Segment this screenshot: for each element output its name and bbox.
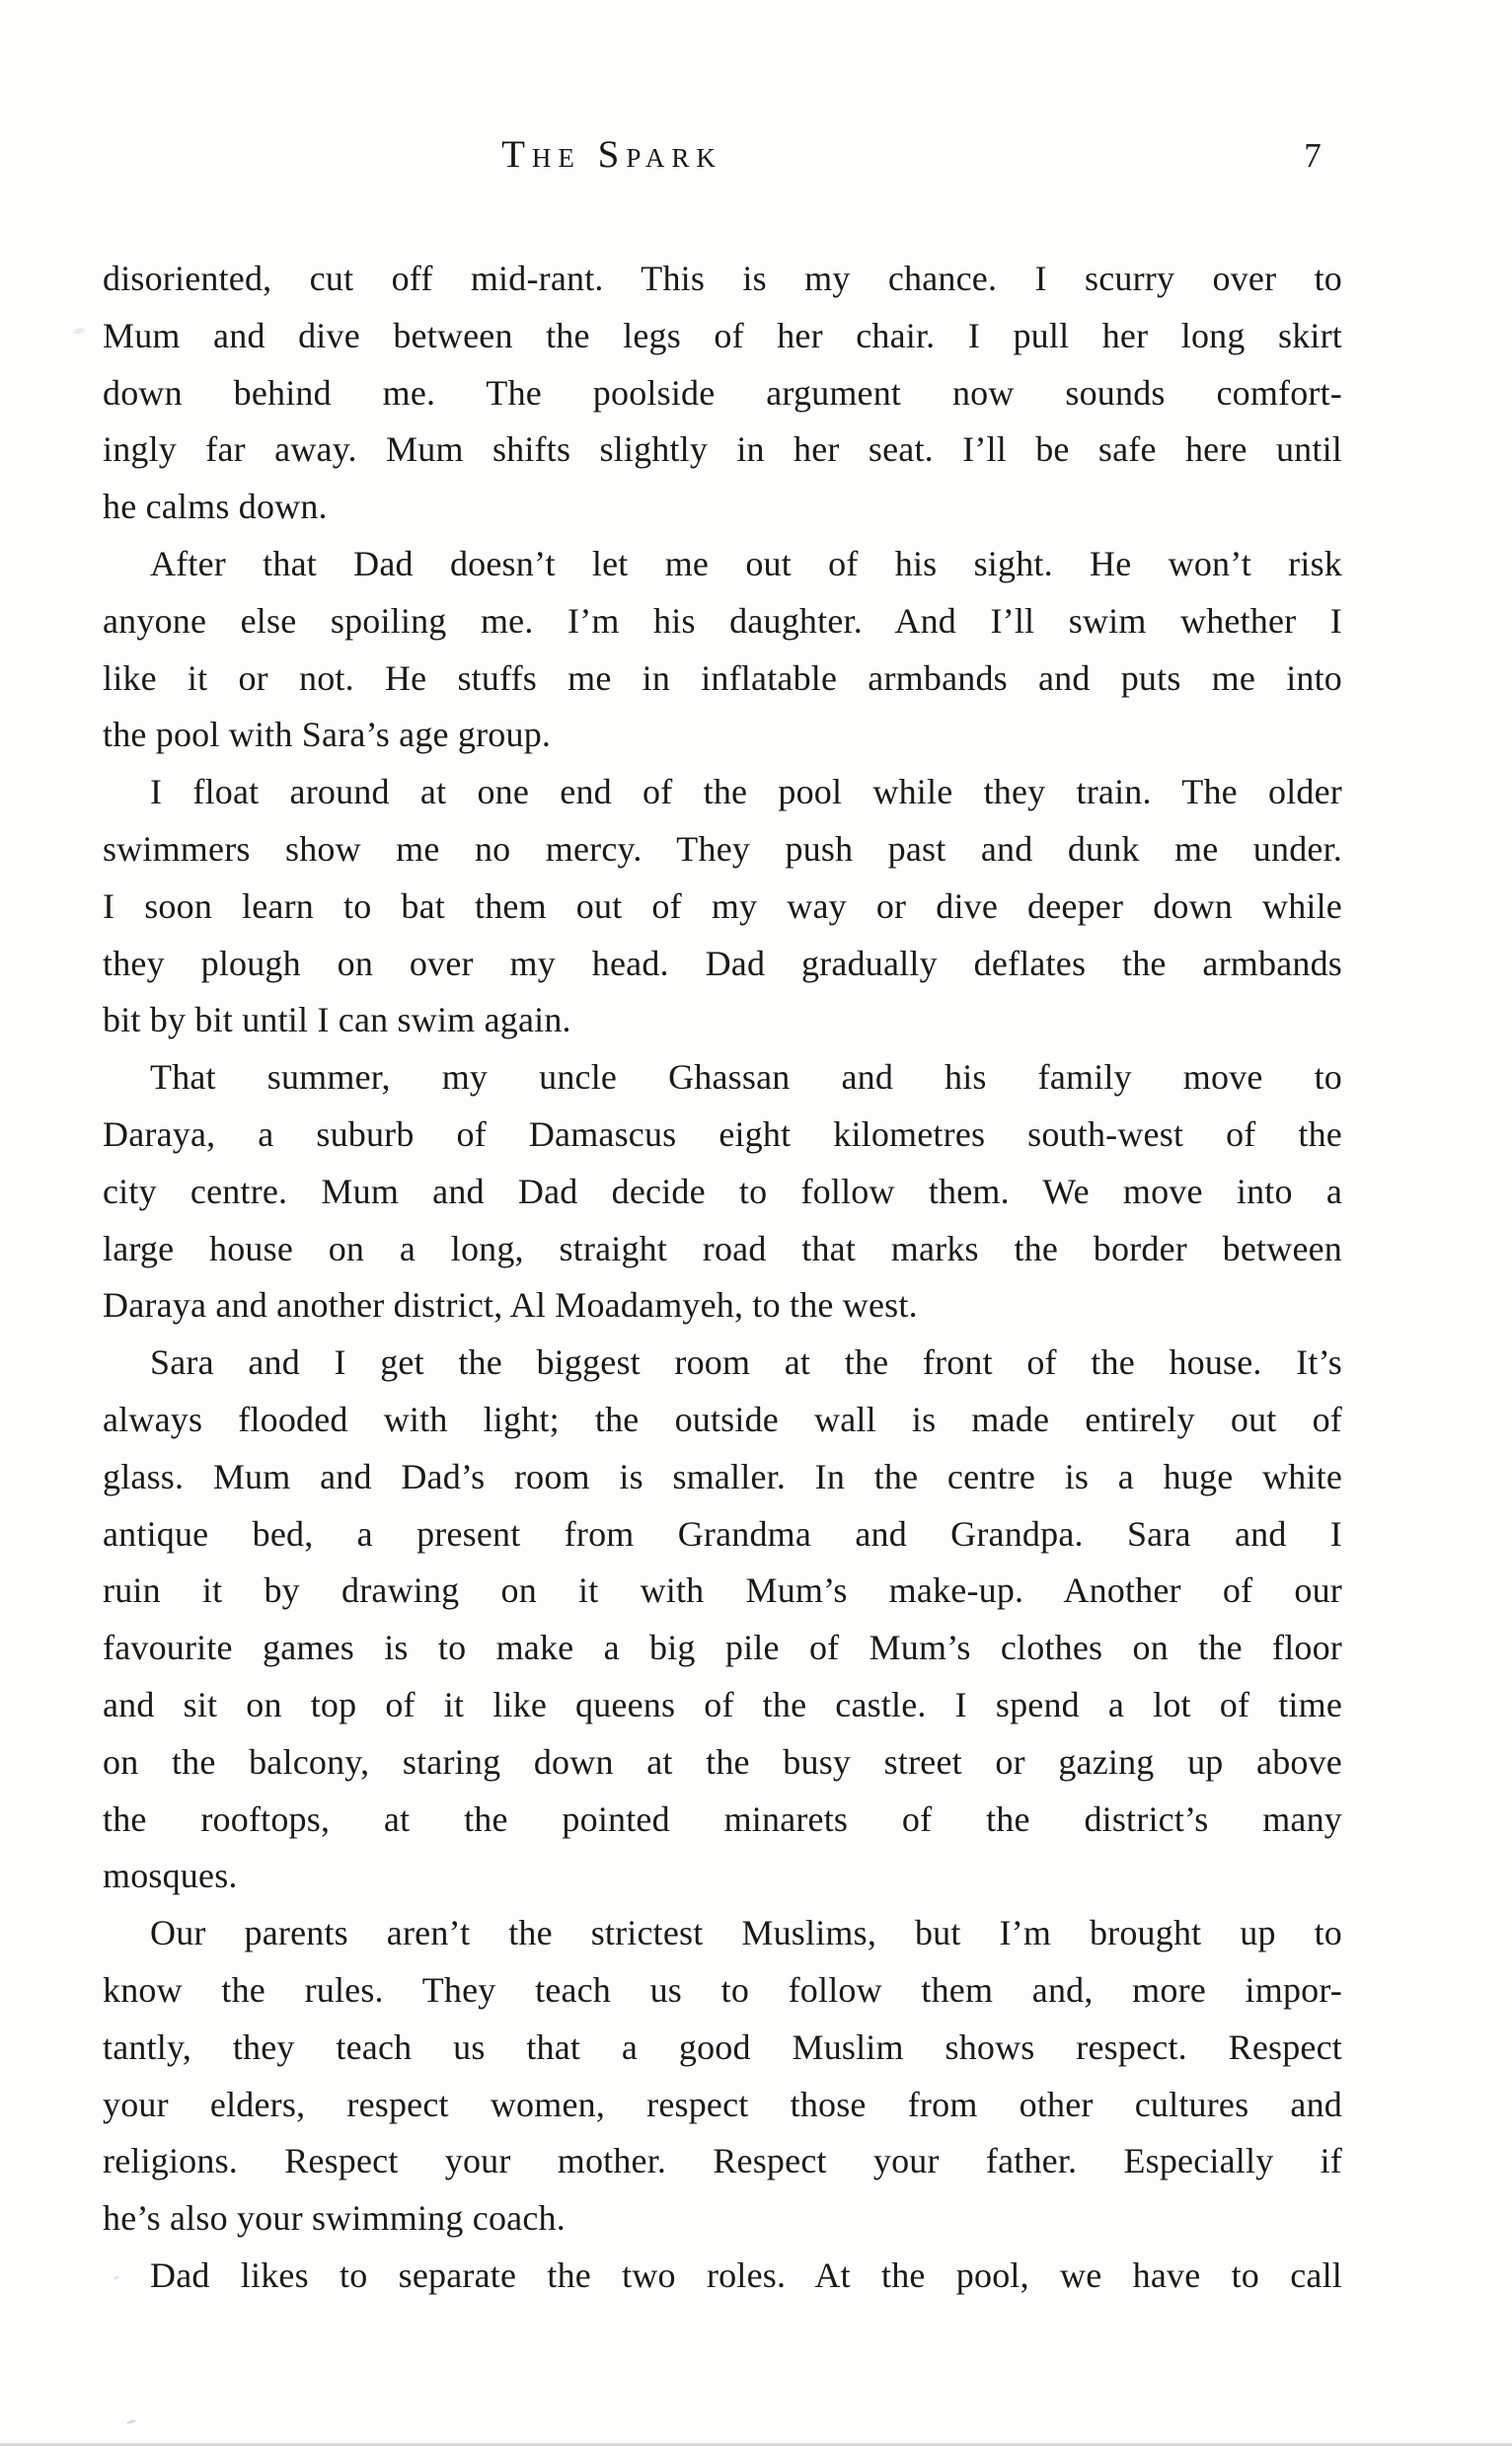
text-line: your elders, respect women, respect those from other cultures and xyxy=(103,2084,1342,2124)
text-line: antique bed, a present from Grandma and Grandpa. Sara and I xyxy=(103,1513,1342,1554)
text-line: disoriented, cut off mid-rant. This is my chance. I scurry over to xyxy=(103,259,1342,298)
text-line: tantly, they teach us that a good Muslim shows respect. Respect xyxy=(103,2026,1342,2067)
text-line: Our parents aren’t the strictest Muslims, but I’m brought up to xyxy=(150,1913,1342,1953)
text-line: religions. Respect your mother. Respect your father. Especially if xyxy=(103,2141,1342,2181)
text-line: ingly far away. Mum shifts slightly in her seat. I’ll be safe here until xyxy=(103,429,1342,470)
text-line: city centre. Mum and Dad decide to follow them. We move into a xyxy=(103,1171,1342,1211)
text-line: he’s also your swimming coach. xyxy=(103,2198,566,2239)
text-line: the pool with Sara’s age group. xyxy=(103,715,552,755)
text-line: know the rules. They teach us to follow them and, more impor- xyxy=(103,1969,1342,2010)
text-line: Daraya, a suburb of Damascus eight kilometres south-west of the xyxy=(103,1113,1342,1154)
scan-speck xyxy=(73,328,86,335)
scan-speck xyxy=(126,2419,136,2425)
text-line: ruin it by drawing on it with Mum’s make-up. Another of our xyxy=(103,1570,1342,1611)
text-line: mosques. xyxy=(103,1856,238,1896)
text-line: like it or not. He stuffs me in inflatable armbands and puts me into xyxy=(103,657,1342,698)
text-line: he calms down. xyxy=(103,487,328,527)
text-line: That summer, my uncle Ghassan and his family move to xyxy=(150,1057,1342,1098)
text-line: the rooftops, at the pointed minarets of the district’s many xyxy=(103,1798,1342,1839)
text-line: on the balcony, staring down at the busy street or gazing up above xyxy=(103,1741,1342,1782)
text-line: bit by bit until I can swim again. xyxy=(103,1000,571,1040)
text-line: I soon learn to bat them out of my way or dive deeper down while xyxy=(103,885,1342,926)
text-line: and sit on top of it like queens of the castle. I spend a lot of time xyxy=(103,1684,1342,1724)
text-line: down behind me. The poolside argument now sounds comfort- xyxy=(103,372,1342,413)
chapter-title: The Spark xyxy=(501,133,722,176)
text-line: Dad likes to separate the two roles. At the pool, we have to call xyxy=(150,2255,1342,2295)
running-head xyxy=(0,132,1224,177)
text-line: After that Dad doesn’t let me out of his sight. He won’t risk xyxy=(150,543,1342,583)
page-number: 7 xyxy=(1304,136,1322,175)
text-block xyxy=(103,251,1342,2305)
text-line: swimmers show me no mercy. They push past and dunk me under. xyxy=(103,828,1342,869)
text-line: Daraya and another district, Al Moadamyeh, to the west. xyxy=(103,1285,918,1326)
text-line: they plough on over my head. Dad gradually deflates the armbands xyxy=(103,943,1342,983)
text-line: I float around at one end of the pool while they train. The older xyxy=(150,772,1342,812)
text-line: always flooded with light; the outside wall is made entirely out of xyxy=(103,1399,1342,1439)
text-line: glass. Mum and Dad’s room is smaller. In the centre is a huge white xyxy=(103,1456,1342,1496)
text-line: large house on a long, straight road that marks the border between xyxy=(103,1228,1342,1268)
text-line: Mum and dive between the legs of her chair. I pull her long skirt xyxy=(103,315,1342,355)
text-line: anyone else spoiling me. I’m his daughter. And I’ll swim whether I xyxy=(103,600,1342,641)
text-line: Sara and I get the biggest room at the front of the house. It’s xyxy=(150,1342,1342,1383)
text-line: favourite games is to make a big pile of Mum’s clothes on the floor xyxy=(103,1628,1342,1668)
